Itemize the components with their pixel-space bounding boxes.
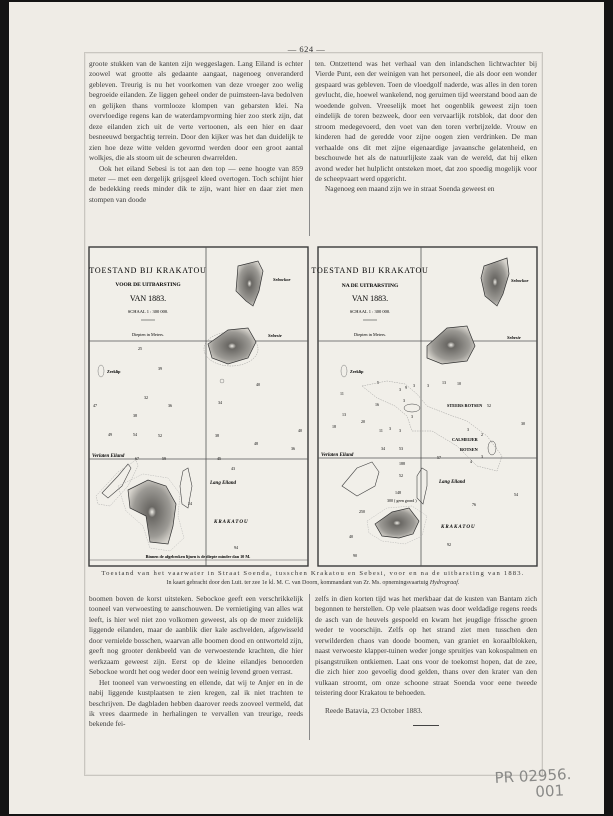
map-before-eruption — [89, 247, 308, 566]
island-label: KRAKATOU — [214, 520, 249, 525]
map-title: TOESTAND BIJ KRAKATOU — [311, 266, 429, 275]
depth-sounding: 76 — [472, 502, 476, 507]
paragraph: groote stukken van de kanten zijn weggeslagen. Lang Eiland is echter zoowel wat grootte als gedaante aangaat, nagenoeg onveranderd gebleven. Treurig is nu het voorkomen van deze vroeger zoo welig begroeide eilanden. Ze liggen geheel onder de puimsteen-lava bedolven en gelijken thans vormlooze klompen van gebarsten klei. Na overvloedige regens kan de waterdampvorming hier zoo sterk zijn, dat deze eilanden zich uit de verte vertoonen, als een hier en daar besneeuwd bergachtig terrein. Door den kijker was het dan duidelijk te zien hoe deze witte velden gevormd werden door een groot aantal wolkjes, die als stoom uit de scheuren dwarrelden. — [89, 59, 303, 163]
map-scale: SCHAAL 1 : 300 000. — [349, 309, 391, 314]
depth-sounding: 300 ( geen grond ) — [387, 498, 417, 503]
depth-sounding: 40 — [349, 534, 353, 539]
depth-sounding: 30 — [521, 421, 525, 426]
depth-sounding: 57 — [437, 455, 441, 460]
depth-sounding: 13 — [442, 380, 446, 385]
island-label: Zeeklip — [107, 369, 121, 374]
island-label: Sebockoe — [511, 278, 529, 283]
depth-sounding: 39 — [158, 366, 162, 371]
depth-sounding: 52 — [158, 433, 162, 438]
depth-sounding: 9 — [405, 385, 407, 390]
credit-text: In kaart gebracht door den Luit. ter zee 1e kl. M. C. van Doorn, kommandant van Zr. Ms. opnemingsvaartuig — [166, 580, 430, 586]
depth-sounding: 54 — [514, 492, 518, 497]
handwritten-shelfmark — [494, 766, 572, 802]
map-subtitle: NA DE UITBARSTING — [341, 283, 399, 289]
depth-sounding: 4 — [470, 459, 472, 464]
depth-sounding: 3 — [481, 454, 483, 459]
depth-sounding: 13 — [342, 412, 346, 417]
depth-sounding: 38 — [215, 433, 219, 438]
depth-sounding: 36 — [291, 446, 295, 451]
text-column-bottom-right — [315, 594, 537, 726]
depth-sounding: 3 — [411, 414, 413, 419]
depth-sounding: 3 — [403, 398, 405, 403]
island-label: Verlaten Eiland — [92, 454, 125, 459]
depth-sounding: 24 — [188, 501, 192, 506]
depth-sounding: 49 — [108, 432, 112, 437]
depth-sounding: 16 — [375, 402, 379, 407]
depth-note: Diepten in Meters. — [131, 332, 165, 337]
depth-sounding: 32 — [144, 395, 148, 400]
island-label: Verlaten Eiland — [321, 453, 354, 458]
depth-sounding: 54 — [133, 432, 137, 437]
island-label: Lang Eiland — [210, 481, 236, 486]
map-scale: SCHAAL 1 : 300 000. — [127, 309, 169, 314]
depth-sounding: 2 — [481, 432, 483, 437]
shelfmark-line: PR 02956. — [494, 765, 572, 788]
depth-sounding: 148 — [395, 490, 401, 495]
paragraph: ten. Ontzettend was het verhaal van den inlandschen lichtwachter bij Vierde Punt, een der weinigen van het personeel, die als door een wonder gespaard was gebleven. Toen de vloedgolf naderde, was alles in den toren gevlucht, die, hoewel wankelend, nog geruimen tijd weerstand bood aan de woedende golven. Vreeselijk moet het oogenblik geweest zijn toen eindelijk de toren bezweek, door een vervaarlijk rotsblok, dat door den stroom medegevoerd, den voet van den toren verbrijzelde. Vrouw en kinderen had de geredde voor zijne oogen zien verdrinken. De man verhaalde ons dit met zijne eigenaardige javaansche gelatenheid, en beschouwde het als de natuurlijkste zaak van de wereld, dat hij elken avond weder het hulplicht ontsteken moet, dat zoo spoedig mogelijk voor de scheepvaart werd opgericht. — [315, 59, 537, 183]
depth-sounding: 47 — [93, 403, 97, 408]
depth-sounding: 11 — [379, 428, 383, 433]
reef-label: CALMEIJER — [452, 437, 478, 442]
depth-sounding: 40 — [256, 382, 260, 387]
ship-name: Hydrograaf. — [429, 580, 460, 586]
paragraph: Ook het eiland Sebesi is tot aan den top — eene hoogte van 859 meter — met een dergelijk grijsgeel kleed overtogen. Toch schijnt hier de bedekking reeds minder dik te zijn, want hier en daar ziet men stompen van doode — [89, 163, 303, 204]
depth-sounding: 34 — [381, 446, 385, 451]
depth-sounding: 5 — [377, 380, 379, 385]
paragraph: Nagenoeg een maand zijn we in straat Soenda geweest en — [325, 184, 495, 194]
depth-sounding: 11 — [340, 391, 344, 396]
depth-note: Diepten in Meters. — [353, 332, 387, 337]
depth-sounding: 10 — [457, 381, 461, 386]
depth-sounding: 53 — [399, 446, 403, 451]
map-year: VAN 1883. — [129, 294, 167, 303]
depth-sounding: 188 — [399, 461, 405, 466]
figure-caption: Toestand van het vaarwater in Straat Soenda, tusschen Krakatou en Sebesi, voor en na de uitbarsting van 1883. — [101, 570, 525, 577]
depth-sounding: 45 — [217, 456, 221, 461]
depth-sounding: 59 — [162, 456, 166, 461]
paragraph: Het tooneel van verwoesting en ellende, dat wij te Anjer en in de nabij liggende kustplaatsen te zien kregen, zal ik niet trachten te beschrijven. De dagbladen hebben daarover reeds zooveel vermeld, dat ik vrees daarmede in herhalingen te vervallen van treurige, reeds bekende fei- — [89, 677, 303, 729]
page-number: — 624 — — [287, 44, 326, 54]
map-after-eruption — [311, 247, 537, 566]
island-label: Sebockoe — [273, 277, 291, 282]
depth-sounding: 25 — [138, 346, 142, 351]
figure-credit — [88, 580, 538, 586]
island-label: Zeeklip — [350, 369, 364, 374]
map-subtitle: VOOR DE UITBARSTING — [115, 282, 181, 288]
depth-sounding: 3 — [413, 383, 415, 388]
island-label: Lang Eiland — [439, 480, 465, 485]
depth-sounding: 48 — [254, 441, 258, 446]
map-figure — [88, 246, 538, 568]
depth-sounding: 3 — [399, 387, 401, 392]
depth-sounding: 40 — [298, 428, 302, 433]
depth-sounding: 34 — [218, 400, 222, 405]
end-rule — [413, 725, 439, 726]
depth-sounding: 52 — [487, 403, 491, 408]
paragraph: boomen boven de korst uitsteken. Sebockoe geeft een verschrikkelijk tooneel van verwoesting te aanschouwen. De vernietiging van alles wat leeft, is hier wel niet zoo volkomen geweest, als op de meer zuidelijk liggende eilanden, maar de aanblik dier kale aschvelden, afgewisseld door vernielde bosschen, waarvan alle boomen dood en ontworteld zijn, geeft nog grooter denkbeeld van de verwoestende krachten, die hier werkzaam geweest zijn. Eerst op de kleine eilandjes benoorden Sebockoe wordt het oog weder door een weinig levend groen verrast. — [89, 594, 303, 677]
island-label: Sebesie — [268, 333, 282, 338]
reef-label: STEERS ROTSEN — [447, 403, 483, 408]
depth-sounding: 250 — [359, 509, 365, 514]
depth-sounding: 3 — [427, 383, 429, 388]
depth-sounding: 18 — [332, 424, 336, 429]
map-year: VAN 1883. — [351, 294, 389, 303]
island-label: KRAKATOU — [441, 525, 476, 530]
text-column-top-right — [315, 59, 537, 195]
text-column-top-left — [89, 59, 303, 205]
depth-sounding: 67 — [135, 456, 139, 461]
depth-sounding: 38 — [133, 413, 137, 418]
depth-sounding: 92 — [447, 542, 451, 547]
signature-line: Reede Batavia, 23 October 1883. — [325, 705, 423, 715]
depth-sounding: 90 — [353, 553, 357, 558]
column-divider — [309, 60, 310, 236]
depth-sounding: 52 — [399, 473, 403, 478]
text-column-bottom-left — [89, 594, 303, 730]
column-divider — [309, 594, 310, 740]
paragraph: zelfs in dien korten tijd was het merkbaar dat de kusten van Bantam zich begonnen te herstellen. Op vele plaatsen was door weldadige regens reeds de asch van de heuvels gespoeld en kwam het jeugdige frissche groen weder te voorschijn. Zelfs op het strand ziet men tusschen den verwilderden chaos van doode boomen, van graniet en koraalblokken, naast verwoeste klapper-tuinen weder jonge spruitjes van kokospalmen en pisangstruiken ontkiemen. Laat ons voor de toekomst hopen, dat de zee, die zich hier zoo gevoelig dood gelden, thans over den krater van den vulkaan stroomt, om onze schoone straat Soenda voor eene tweede teistering door Krakatou te behoeden. — [315, 594, 537, 698]
depth-sounding: 3 — [467, 427, 469, 432]
reef-label: ROTSEN — [460, 447, 478, 452]
depth-sounding: 20 — [361, 419, 365, 424]
depth-sounding: 3 — [389, 426, 391, 431]
depth-sounding: 94 — [234, 545, 238, 550]
map-footnote: Binnen de afgebroken lijnen is de diepte minder dan 10 M. — [145, 554, 251, 559]
map-title: TOESTAND BIJ KRAKATOU — [89, 266, 207, 275]
depth-sounding: 36 — [168, 403, 172, 408]
island-label: Sebesie — [507, 335, 521, 340]
shelfmark-line: 001 — [534, 781, 565, 801]
depth-sounding: 3 — [399, 428, 401, 433]
depth-sounding: 43 — [231, 466, 235, 471]
